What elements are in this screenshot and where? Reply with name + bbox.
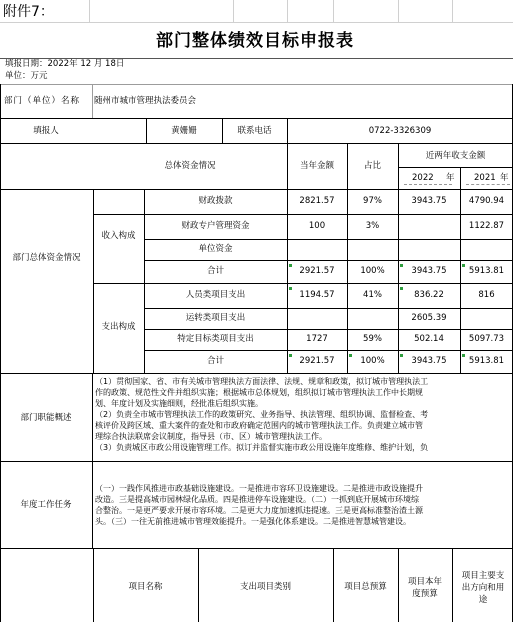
fund-row-name: 人员类项目支出 xyxy=(185,290,246,300)
fund-row-amount: 2821.57 xyxy=(299,196,335,206)
tasks-line: 合整治。一是更严要求开展市容环境。二是更大力度加速抓违提速。三是更高标准整治渣土源 xyxy=(95,506,423,515)
year2-underline xyxy=(466,184,510,185)
fund-row-name: 运转类项目支出 xyxy=(185,313,246,323)
fund-row-y2: 5913.81 xyxy=(468,356,505,366)
tasks-line: （一）一践作风推进市政基础设施建设。一是推进市容环卫设施建设。二是推进市政设施提升 xyxy=(95,484,423,493)
fund-row-y2: 816 xyxy=(478,290,495,300)
fund-row-name: 特定目标类项目支出 xyxy=(177,334,254,344)
tasks-label: 年度工作任务 xyxy=(20,500,72,510)
phone-value: 0722-3326309 xyxy=(368,126,432,136)
fill-date: 填报日期：2022年 12 月 18日 xyxy=(5,59,125,69)
fund-row-ratio: 100% xyxy=(360,356,385,366)
fund-row-name: 单位资金 xyxy=(198,244,233,254)
year2-suffix: 年 xyxy=(500,173,509,183)
year1-label: 2022 xyxy=(412,173,434,183)
duties-line: （2）负责全市城市管理执法工作的政策研究、业务指导、执法管理、组织协调、监督检查、考 xyxy=(95,410,429,419)
fund-row-name: 财政拨款 xyxy=(198,196,233,206)
year1-underline xyxy=(404,184,452,185)
fund-row-y1: 502.14 xyxy=(414,334,444,344)
income-label: 收入构成 xyxy=(101,231,136,241)
fund-row-name: 财政专户管理资金 xyxy=(181,221,250,231)
fund-row-y2: 5097.73 xyxy=(468,334,505,344)
fund-row-y1: 2605.39 xyxy=(411,313,447,323)
fund-row-amount: 100 xyxy=(308,221,326,231)
fund-row-y2: 1122.87 xyxy=(468,221,505,231)
annex-label: 附件7： xyxy=(3,4,54,20)
fund-row-ratio: 41% xyxy=(363,290,382,300)
col-project-name: 项目名称 xyxy=(128,582,163,592)
year1-suffix: 年 xyxy=(446,173,455,183)
fund-row-ratio: 3% xyxy=(365,221,380,231)
phone-label: 联系电话 xyxy=(237,126,272,136)
tasks-line: 改造。三是提高城市园林绿化品质。四是推进停车设施建设。（二）一抓到底开展城市环境综 xyxy=(95,495,419,504)
fund-row-y1: 3943.75 xyxy=(411,266,447,276)
fund-row-ratio: 100% xyxy=(360,266,385,276)
fund-row-y1: 3943.75 xyxy=(411,196,447,206)
fund-row-amount: 2921.57 xyxy=(299,356,335,366)
duties-line: （1）贯彻国家、省、市有关城市管理执法方面法律、法规、规章和政策，拟订城市管理执法工 xyxy=(95,377,429,386)
fund-row-y2: 5913.81 xyxy=(468,266,505,276)
fund-row-amount: 1727 xyxy=(306,334,328,344)
duties-label: 部门职能概述 xyxy=(20,413,72,423)
fund-row-y1: 836.22 xyxy=(414,290,444,300)
col-project-budget: 项目总预算 xyxy=(344,582,387,592)
fund-row-amount: 1194.57 xyxy=(299,290,335,300)
duties-line: （3）负责城区市政公用设施管理工作。拟订并监督实施市政公用设施年度维修、维护计划，负 xyxy=(95,443,429,452)
filler-name: 黄姗姗 xyxy=(171,126,197,136)
fund-row-amount: 2921.57 xyxy=(299,266,335,276)
funds-current-header: 当年金额 xyxy=(299,161,334,171)
funds-recent-header: 近两年收支金额 xyxy=(425,151,486,161)
fund-row-ratio: 59% xyxy=(363,334,382,344)
funds-overall-header: 总体资金情况 xyxy=(164,161,216,171)
dept-name-value: 随州市城市管理执法委员会 xyxy=(94,96,197,106)
col-project-type: 支出项目类别 xyxy=(239,582,291,592)
fund-row-name: 合计 xyxy=(206,356,224,366)
fund-row-y2: 4790.94 xyxy=(468,196,505,206)
page-title: 部门整体绩效目标申报表 xyxy=(156,31,354,51)
duties-line: 理综合执法联席会议制度，指导县（市、区）城市管理执法工作。 xyxy=(95,432,327,441)
expense-label: 支出构成 xyxy=(101,322,136,332)
tasks-line: 头。（三）一往无前推进城市管理效能提升。一是强化体系建设。二是推进智慧城管建设。 xyxy=(95,517,411,526)
col-year-budget: 项目本年度预算 xyxy=(407,577,442,599)
fund-row-ratio: 97% xyxy=(363,196,382,206)
funds-ratio-header: 占比 xyxy=(363,161,381,171)
duties-line: 核评价及跨区域、重大案件的查处和市政府确定范围内的城市管理执法工作。负责建立城市管 xyxy=(95,421,423,430)
dept-name-label: 部门（单位）名称 xyxy=(4,96,81,106)
fund-row-y1: 3943.75 xyxy=(411,356,447,366)
duties-line: 作的政策、规范性文件并组织实施；根据城市总体规划，组织拟订城市管理执法工作中长期规 xyxy=(95,388,423,397)
fund-row-name: 合计 xyxy=(206,266,224,276)
funds-section-label: 部门总体资金情况 xyxy=(12,253,81,263)
duties-line: 划、年度计划及实施细则，经批准后组织实施。 xyxy=(95,399,263,408)
year2-label: 2021 xyxy=(474,173,496,183)
col-direction: 项目主要支出方向和用途 xyxy=(461,571,505,605)
filler-label: 填报人 xyxy=(33,126,59,136)
unit-label: 单位：万元 xyxy=(5,71,48,81)
